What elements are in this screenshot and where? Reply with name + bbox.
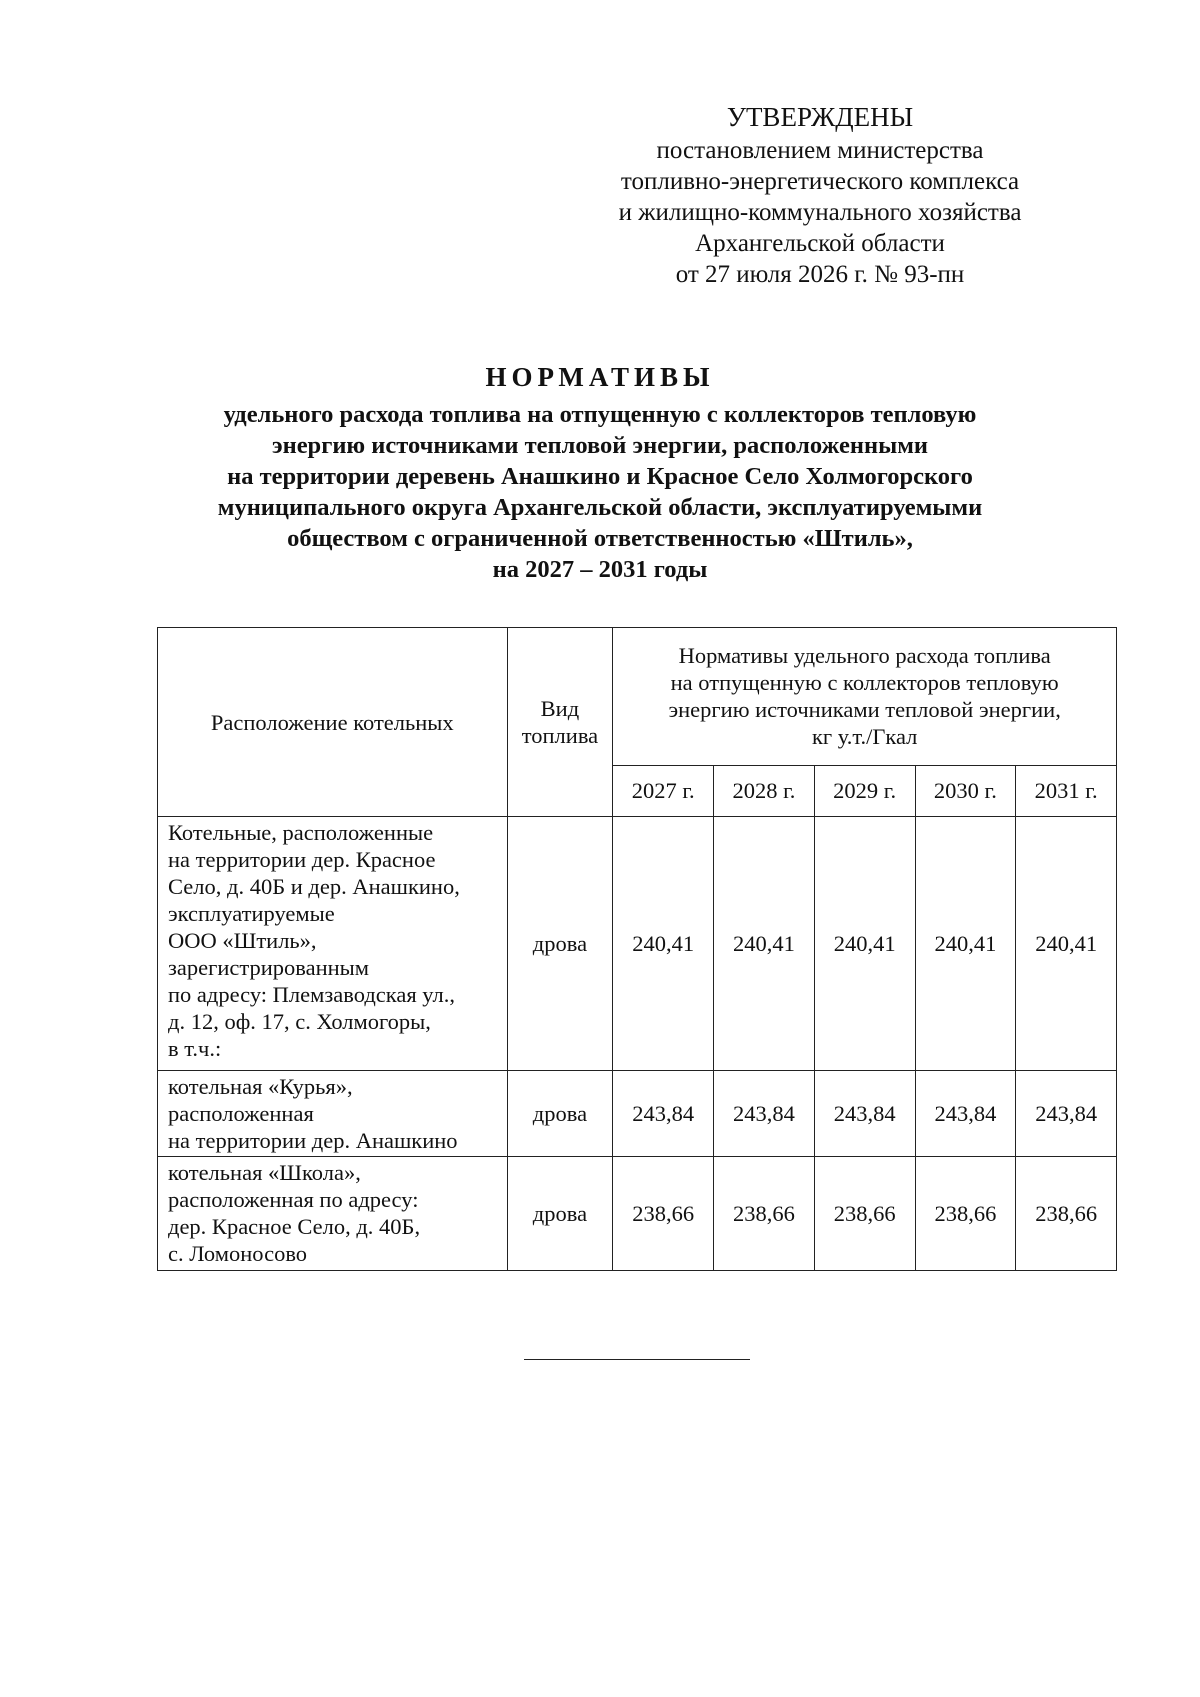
header-norms: Нормативы удельного расхода топлива на отпущенную с коллекторов тепловую энергию источниками тепловой энергии, кг у.т./Гкал [613, 628, 1117, 766]
header-year: 2030 г. [915, 765, 1016, 816]
heading-line: энергию источниками тепловой энергии, расположенными [271, 432, 929, 459]
cell-value: 243,84 [1016, 1071, 1117, 1157]
cell-fuel: дрова [507, 1157, 613, 1271]
cell-value: 240,41 [613, 817, 714, 1071]
cell-value: 238,66 [714, 1157, 815, 1271]
cell-value: 240,41 [814, 817, 915, 1071]
header-year: 2031 г. [1016, 765, 1117, 816]
approval-line: топливно-энергетического комплекса [620, 168, 1020, 195]
approval-line: постановлением министерства [656, 137, 984, 164]
heading-line: удельного расхода топлива на отпущенную с коллекторов тепловую [223, 401, 977, 428]
cell-value: 238,66 [1016, 1157, 1117, 1271]
cell-value: 240,41 [714, 817, 815, 1071]
document-title: НОРМАТИВЫ [485, 362, 715, 392]
cell-value: 243,84 [714, 1071, 815, 1157]
header-year: 2027 г. [613, 765, 714, 816]
approval-line: Архангельской области [695, 230, 945, 257]
cell-fuel: дрова [507, 1071, 613, 1157]
approval-line: и жилищно-коммунального хозяйства [618, 199, 1022, 226]
cell-fuel: дрова [507, 817, 613, 1071]
cell-value: 243,84 [814, 1071, 915, 1157]
cell-value: 243,84 [613, 1071, 714, 1157]
cell-value: 240,41 [915, 817, 1016, 1071]
heading-line: муниципального округа Архангельской области, эксплуатируемыми [217, 494, 983, 521]
approval-date-line: от 27 июля 2026 г. № 93-пн [675, 261, 965, 288]
norms-table [157, 627, 1117, 1271]
cell-location: котельная «Курья», расположенная на территории дер. Анашкино [158, 1071, 508, 1157]
heading-line: обществом с ограниченной ответственностью «Штиль», [287, 525, 913, 552]
cell-value: 243,84 [915, 1071, 1016, 1157]
header-location: Расположение котельных [158, 628, 508, 817]
header-year: 2028 г. [714, 765, 815, 816]
header-fuel-type: Вид топлива [507, 628, 613, 817]
end-divider [524, 1359, 750, 1360]
table-row [158, 817, 1117, 1071]
cell-value: 240,41 [1016, 817, 1117, 1071]
document-heading [150, 362, 1050, 585]
cell-value: 238,66 [814, 1157, 915, 1271]
table-row [158, 1071, 1117, 1157]
cell-location: котельная «Школа», расположенная по адресу: дер. Красное Село, д. 40Б, с. Ломоносово [158, 1157, 508, 1271]
cell-value: 238,66 [613, 1157, 714, 1271]
cell-location: Котельные, расположенные на территории дер. Красное Село, д. 40Б и дер. Анашкино, эксплуатируемые ООО «Штиль», зарегистрированным по адресу: Племзаводская ул., д. 12, оф. 17, с. Холмогоры, в т.ч.: [158, 817, 508, 1071]
heading-line: на 2027 – 2031 годы [492, 556, 708, 583]
heading-line: на территории деревень Анашкино и Красное Село Холмогорского [227, 463, 973, 490]
approval-block [590, 102, 1050, 290]
header-year: 2029 г. [814, 765, 915, 816]
table-row [158, 1157, 1117, 1271]
cell-value: 238,66 [915, 1157, 1016, 1271]
table-header-row [158, 628, 1117, 766]
approval-title: УТВЕРЖДЕНЫ [726, 102, 914, 132]
